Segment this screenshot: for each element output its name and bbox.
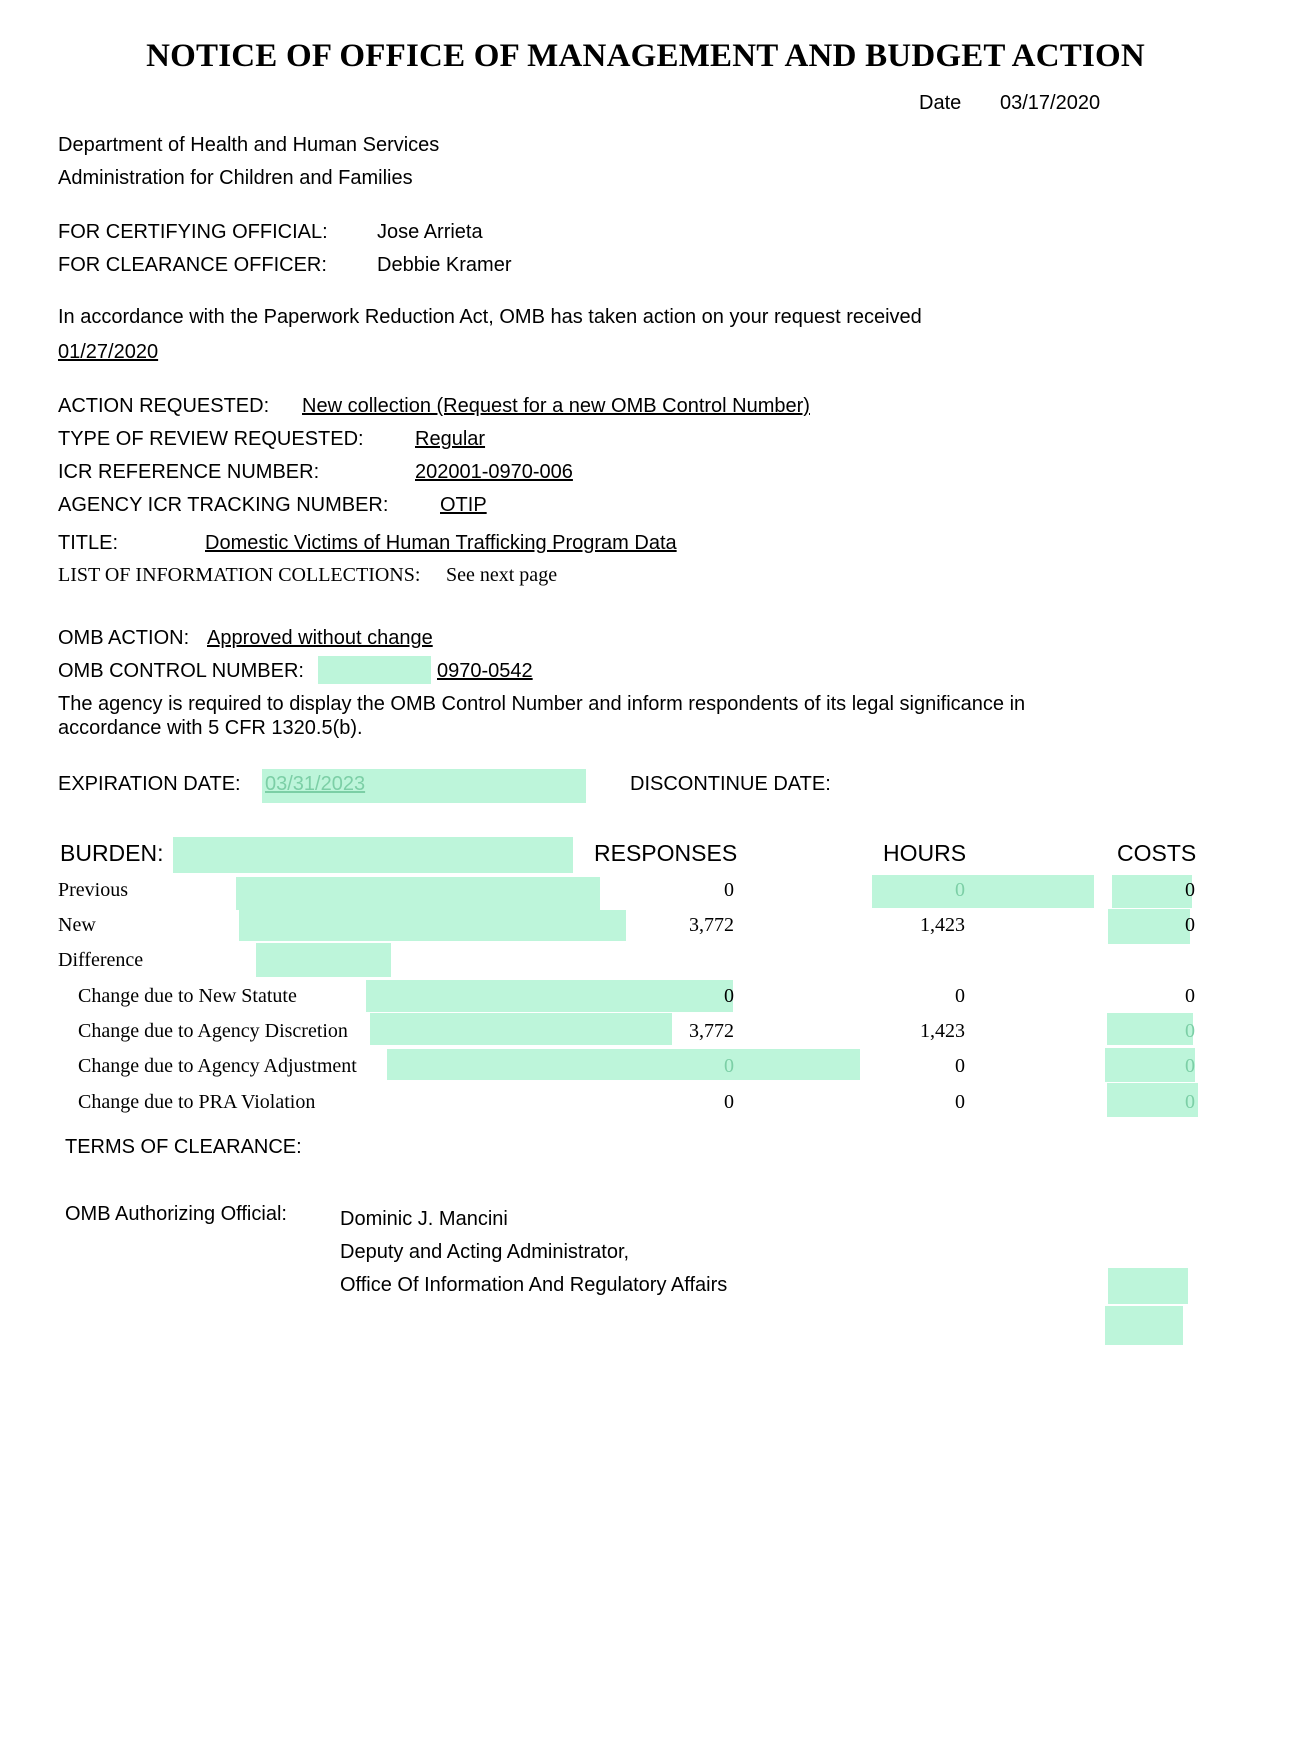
burden-row-hours: 0 (955, 879, 965, 901)
burden-row-costs: 0 (1185, 1055, 1195, 1077)
burden-row-label: Difference (58, 949, 144, 971)
highlight-box (1105, 1048, 1195, 1082)
control-number-notice: The agency is required to display the OMB Control Number and inform respondents of its legal significance in (58, 693, 1026, 715)
burden-row-responses: 0 (724, 1055, 734, 1077)
expiration-date-label: EXPIRATION DATE: (58, 773, 241, 795)
info-collections-value: See next page (446, 564, 558, 586)
administration-name: Administration for Children and Families (58, 167, 413, 189)
clearance-officer-name: Debbie Kramer (377, 254, 512, 276)
authorizing-official-name: Dominic J. Mancini (340, 1208, 508, 1230)
highlight-box (1107, 1013, 1193, 1045)
column-header-costs: COSTS (1117, 840, 1197, 866)
control-number-notice-cont: accordance with 5 CFR 1320.5(b). (58, 717, 363, 739)
title-label: TITLE: (58, 532, 119, 554)
highlight-box (173, 837, 573, 873)
burden-row-label: New (58, 914, 96, 936)
page-title: NOTICE OF OFFICE OF MANAGEMENT AND BUDGET ACTION (146, 38, 1145, 74)
highlight-box (370, 1013, 672, 1045)
burden-row-responses: 3,772 (689, 914, 734, 936)
highlight-box (236, 877, 600, 910)
icr-reference-value: 202001-0970-006 (415, 461, 573, 483)
authorizing-official-label: OMB Authorizing Official: (65, 1203, 287, 1225)
highlight-box (256, 943, 391, 977)
expiration-date-value: 03/31/2023 (265, 773, 366, 795)
burden-row-responses: 0 (724, 985, 734, 1007)
burden-row-responses: 0 (724, 1091, 734, 1113)
review-type-label: TYPE OF REVIEW REQUESTED: (58, 428, 364, 450)
burden-row-label: Change due to New Statute (78, 985, 297, 1007)
burden-row-costs: 0 (1185, 985, 1195, 1007)
authorizing-official-office: Office Of Information And Regulatory Affairs (340, 1274, 728, 1296)
control-number-label: OMB CONTROL NUMBER: (58, 660, 304, 682)
discontinue-date-label: DISCONTINUE DATE: (630, 773, 831, 795)
omb-action-value: Approved without change (207, 627, 433, 649)
highlight-box (1105, 1306, 1183, 1345)
highlight-box (239, 910, 626, 941)
column-header-hours: HOURS (883, 840, 967, 866)
action-requested-value: New collection (Request for a new OMB Control Number) (302, 395, 810, 417)
burden-row-costs: 0 (1185, 1091, 1195, 1113)
action-requested-label: ACTION REQUESTED: (58, 395, 270, 417)
burden-row-label: Change due to Agency Adjustment (78, 1055, 357, 1077)
tracking-number-value: OTIP (440, 494, 487, 516)
burden-row-hours: 0 (955, 1091, 965, 1113)
certifying-official-label: FOR CERTIFYING OFFICIAL: (58, 221, 328, 243)
highlight-box (366, 980, 733, 1012)
burden-row-hours: 1,423 (920, 914, 965, 936)
burden-row-responses: 3,772 (689, 1020, 734, 1042)
omb-action-label: OMB ACTION: (58, 627, 190, 649)
review-type-value: Regular (415, 428, 486, 450)
department-name: Department of Health and Human Services (58, 134, 440, 156)
burden-row-responses: 0 (724, 879, 734, 901)
burden-row-costs: 0 (1185, 879, 1195, 901)
info-collections-label: LIST OF INFORMATION COLLECTIONS: (58, 564, 421, 586)
burden-row-hours: 0 (955, 985, 965, 1007)
burden-row-label: Change due to PRA Violation (78, 1091, 316, 1113)
date-value: 03/17/2020 (1000, 92, 1101, 114)
clearance-officer-label: FOR CLEARANCE OFFICER: (58, 254, 327, 276)
terms-of-clearance-label: TERMS OF CLEARANCE: (65, 1136, 302, 1158)
burden-label: BURDEN: (60, 840, 164, 866)
title-value: Domestic Victims of Human Trafficking Program Data (205, 532, 677, 554)
certifying-official-name: Jose Arrieta (377, 221, 483, 243)
date-label: Date (919, 92, 962, 114)
burden-row-costs: 0 (1185, 914, 1195, 936)
tracking-number-label: AGENCY ICR TRACKING NUMBER: (58, 494, 389, 516)
authorizing-official-title: Deputy and Acting Administrator, (340, 1241, 630, 1263)
received-date: 01/27/2020 (58, 341, 159, 363)
highlight-box (1112, 875, 1192, 908)
highlight-box (387, 1049, 860, 1080)
highlight-box (318, 656, 431, 684)
burden-row-label: Change due to Agency Discretion (78, 1020, 348, 1042)
highlight-box (1108, 909, 1190, 944)
burden-row-label: Previous (58, 879, 128, 901)
intro-text: In accordance with the Paperwork Reduction Act, OMB has taken action on your request received (58, 306, 922, 328)
icr-reference-label: ICR REFERENCE NUMBER: (58, 461, 320, 483)
burden-row-hours: 0 (955, 1055, 965, 1077)
highlight-box (872, 875, 1094, 908)
burden-row-hours: 1,423 (920, 1020, 965, 1042)
column-header-responses: RESPONSES (594, 840, 738, 866)
control-number-value: 0970-0542 (437, 660, 533, 682)
highlight-box (1108, 1268, 1188, 1304)
burden-row-costs: 0 (1185, 1020, 1195, 1042)
